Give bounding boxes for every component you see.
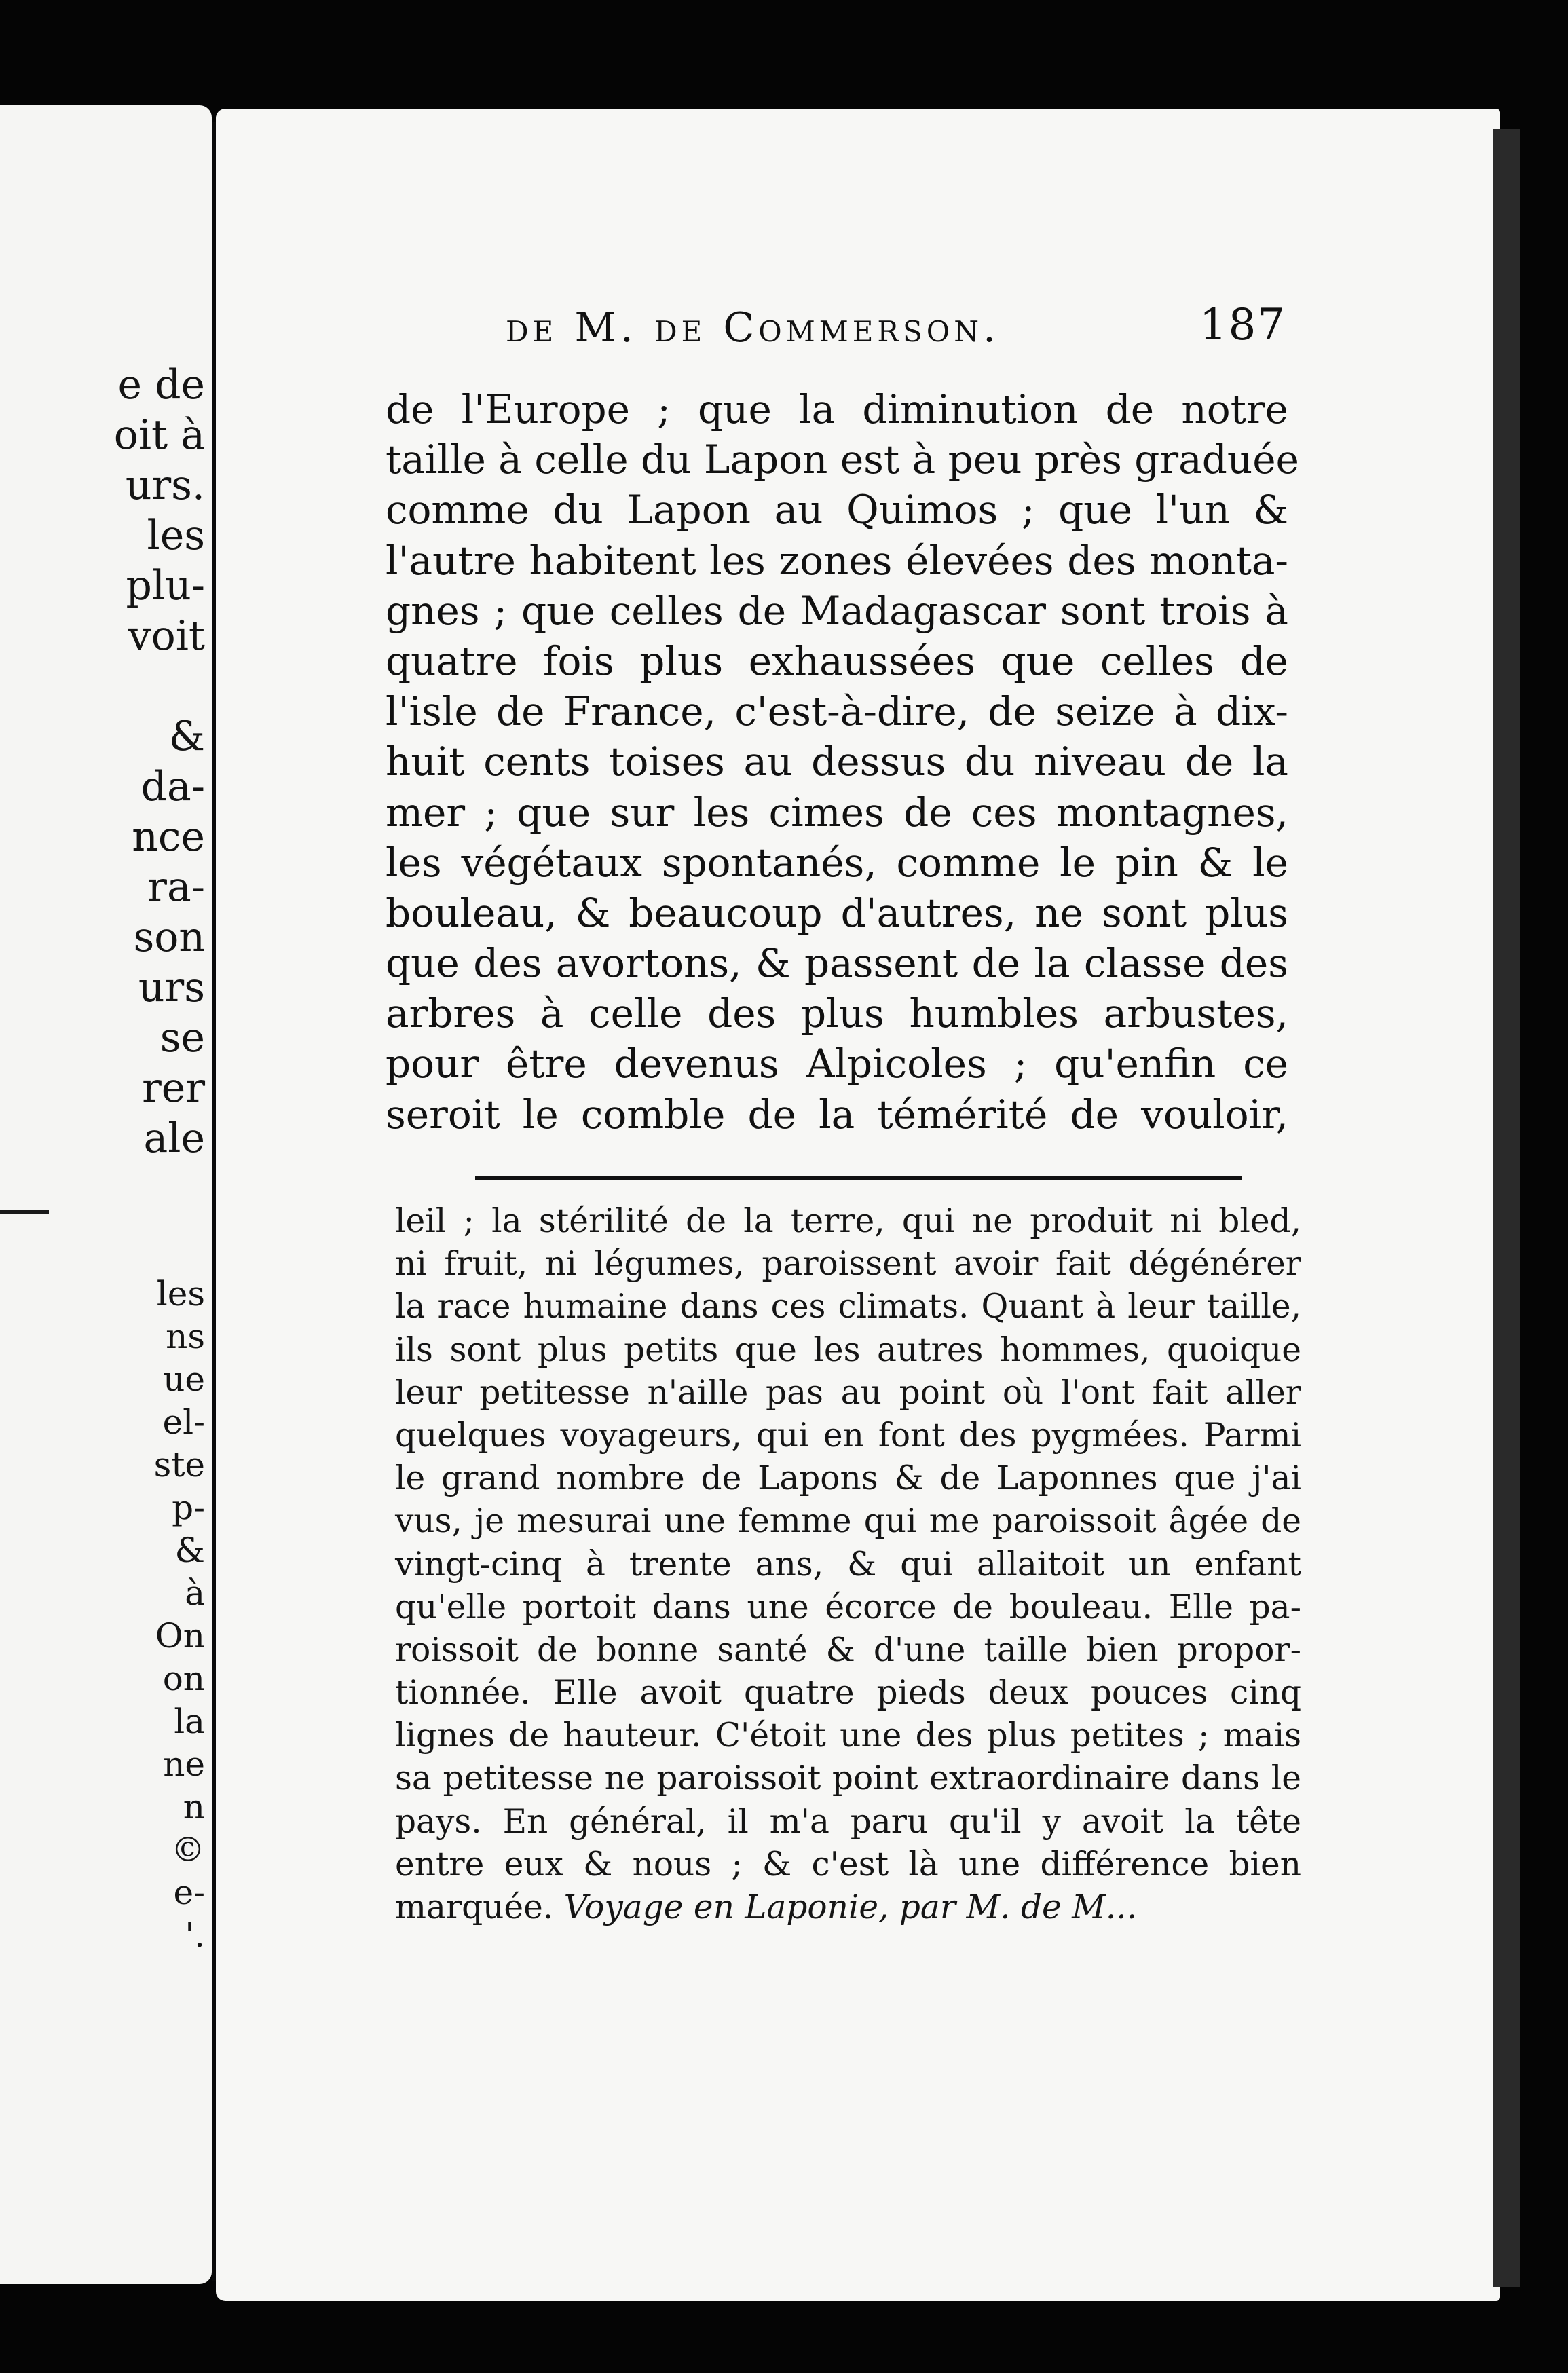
footnote-line: le grand nombre de Lapons & de Laponnes que j'ai: [395, 1459, 1301, 1498]
body-line: mer ; que sur les cimes de ces montagnes,: [386, 789, 1288, 836]
footnote-line: roissoit de bonne santé & d'une taille bien propor-: [395, 1630, 1301, 1669]
body-line: huit cents toises au dessus du niveau de la: [386, 739, 1288, 785]
body-line: comme du Lapon au Quimos ; que l'un &: [386, 487, 1288, 534]
page-number: 187: [1199, 300, 1286, 350]
main-body-text: [386, 384, 1299, 1140]
footnote-line: tionnée. Elle avoit quatre pieds deux pouces cinq: [395, 1674, 1301, 1713]
footnote-last-text: marquée.: [395, 1888, 564, 1926]
footnote-line: quelques voyageurs, qui en font des pygmées. Parmi: [395, 1416, 1301, 1455]
left-page-lower-text: les ns ue el- ste p- & à On on la ne n © e- '.: [153, 1274, 205, 1955]
footnote-line: ni fruit, ni légumes, paroissent avoir fait dégénérer: [395, 1245, 1301, 1284]
body-line: taille à celle du Lapon est à peu près graduée: [386, 436, 1299, 483]
running-head-title: de M. de Commerson.: [506, 304, 1001, 352]
body-line: bouleau, & beaucoup d'autres, ne sont plus: [386, 889, 1288, 936]
footnote-line: sa petitesse ne paroissoit point extraordinaire dans le: [395, 1759, 1301, 1798]
body-line: gnes ; que celles de Madagascar sont trois à: [386, 587, 1288, 634]
left-page-fragment: [0, 105, 212, 2284]
running-head: [506, 300, 1286, 358]
footnote: [395, 1200, 1301, 1929]
body-line: l'isle de France, c'est-à-dire, de seize à dix-: [386, 688, 1288, 735]
body-line: seroit le comble de la témérité de vouloir,: [386, 1091, 1288, 1138]
left-page-upper-text: e de oit à urs. les plu- voit & da- nce ra- son urs se rer ale: [113, 361, 205, 1162]
footnote-line: lignes de hauteur. C'étoit une des plus petites ; mais: [395, 1717, 1301, 1755]
footnote-line: pays. En général, il m'a paru qu'il y avoit la tête: [395, 1802, 1301, 1841]
footnote-line: la race humaine dans ces climats. Quant à leur taille,: [395, 1288, 1301, 1326]
body-line: quatre fois plus exhaussées que celles de: [386, 637, 1288, 684]
footnote-line: qu'elle portoit dans une écorce de bouleau. Elle pa-: [395, 1588, 1301, 1626]
body-line: de l'Europe ; que la diminution de notre: [386, 386, 1288, 432]
left-page-footnote-rule: [0, 1210, 49, 1214]
body-line: les végétaux spontanés, comme le pin & le: [386, 839, 1288, 886]
footnote-citation: Voyage en Laponie, par M. de M...: [563, 1888, 1138, 1926]
body-line: que des avortons, & passent de la classe des: [386, 940, 1288, 987]
footnote-line: leil ; la stérilité de la terre, qui ne produit ni bled,: [395, 1202, 1301, 1240]
footnote-line: entre eux & nous ; & c'est là une différence bien: [395, 1845, 1301, 1884]
body-line: l'autre habitent les zones élevées des monta-: [386, 537, 1288, 584]
body-line: pour être devenus Alpicoles ; qu'enfin ce: [386, 1041, 1288, 1087]
page-edge-shadow: [1493, 129, 1520, 2287]
footnote-line: [395, 1886, 1301, 1929]
footnote-line: ils sont plus petits que les autres hommes, quoique: [395, 1330, 1301, 1369]
footnote-line: vingt-cinq à trente ans, & qui allaitoit un enfant: [395, 1545, 1301, 1584]
footnote-line: leur petitesse n'aille pas au point où l'ont fait aller: [395, 1373, 1301, 1412]
footnote-line: vus, je mesurai une femme qui me paroissoit âgée de: [395, 1502, 1301, 1541]
footnote-rule: [475, 1176, 1242, 1180]
body-line: arbres à celle des plus humbles arbustes,: [386, 990, 1288, 1037]
